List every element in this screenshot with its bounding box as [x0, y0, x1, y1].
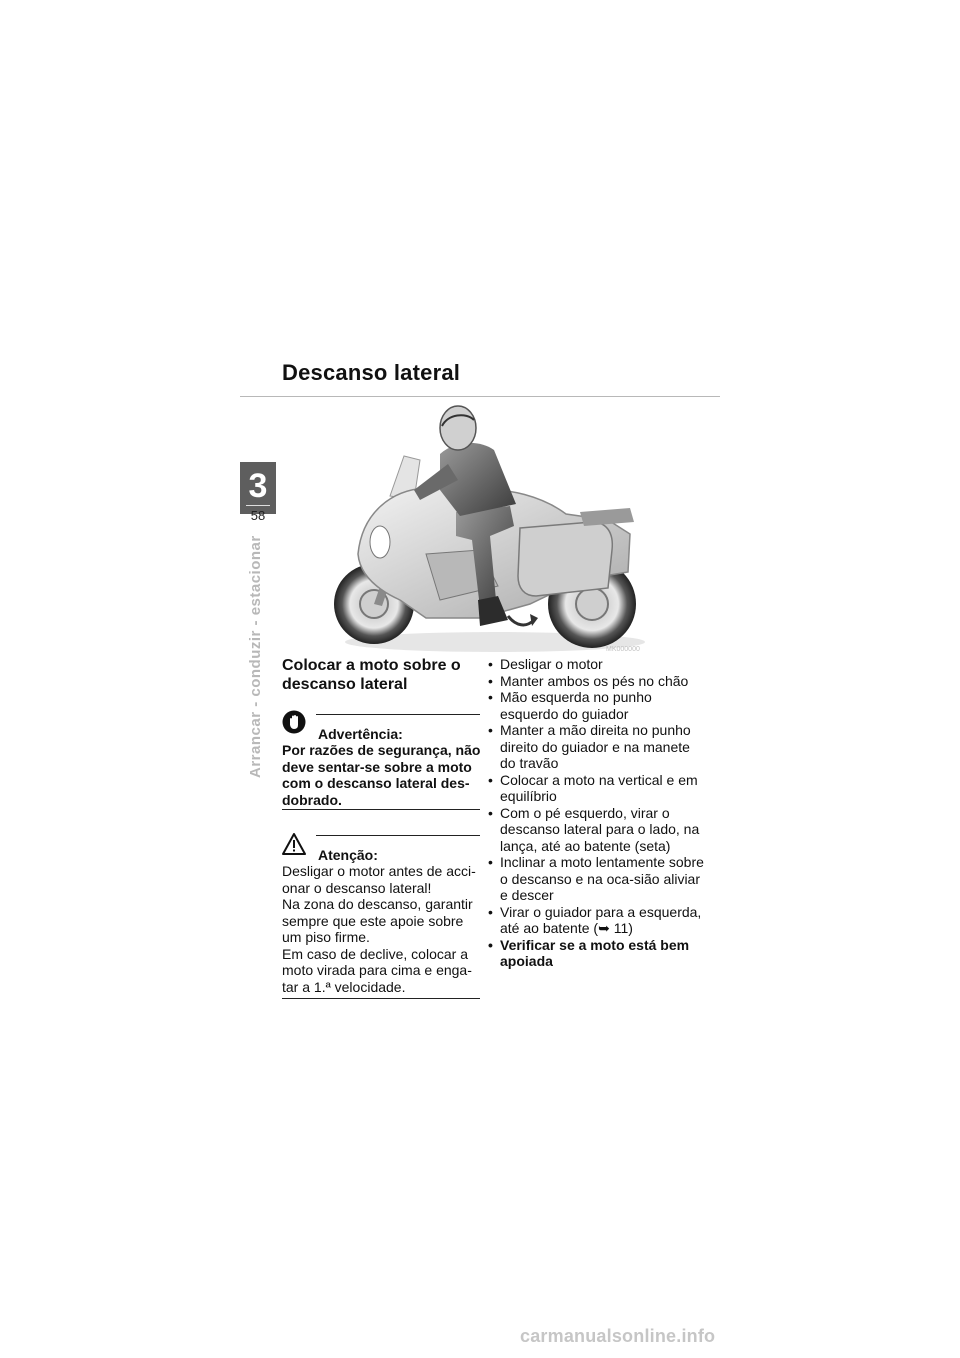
list-item: • Virar o guiador para a esquerda, até ao batente (➥ 11) — [488, 904, 708, 937]
caution-body — [282, 863, 482, 995]
warning-title: Advertência: — [318, 726, 403, 742]
list-item: • Verificar se a moto está bem apoiada — [488, 937, 708, 970]
section-heading: Colocar a moto sobre o descanso lateral — [282, 657, 461, 693]
list-item: • Desligar o motor — [488, 656, 708, 673]
warning-bottom-rule — [282, 809, 480, 810]
list-item: • Com o pé esquerdo, virar o descanso lateral para o lado, na lança, até ao batente (seta) — [488, 805, 708, 855]
caution-line: Desligar o motor antes de acci-onar o descanso lateral! — [282, 863, 476, 896]
chapter-separator — [246, 505, 270, 506]
stop-hand-icon — [282, 710, 306, 734]
chapter-number: 3 — [248, 467, 268, 505]
caution-bottom-rule — [282, 998, 480, 999]
watermark: carmanualsonline.info — [520, 1326, 716, 1346]
list-item: • Mão esquerda no punho esquerdo do guiador — [488, 689, 708, 722]
page-title: Descanso lateral — [282, 360, 461, 385]
caution-line: Na zona do descanso, garantir sempre que este apoie sobre um piso firme. — [282, 896, 473, 945]
helmet — [440, 406, 476, 450]
list-item: • Colocar a moto na vertical e em equilíbrio — [488, 772, 708, 805]
side-chapter-label: Arrancar - conduzir - estacionar — [247, 535, 264, 778]
caution-title: Atenção: — [318, 847, 378, 863]
side-label-container — [247, 535, 269, 778]
warning-top-rule — [316, 714, 480, 715]
caution-line: Em caso de declive, colocar a moto virada para cima e enga-tar a 1.ª velocidade. — [282, 945, 472, 995]
motorcycle-rider-illustration — [330, 404, 660, 656]
warning-text: Por razões de segurança, não deve sentar-se sobre a moto com o descanso lateral des-dobrado. — [282, 742, 481, 808]
list-item: • Manter a mão direita no punho direito do guiador e na manete do travão — [488, 722, 708, 772]
page-number: 58 — [250, 508, 266, 523]
list-item: • Inclinar a moto lentamente sobre o descanso e na oca-sião aliviar e descer — [488, 854, 708, 904]
exclamation-triangle-icon — [282, 832, 306, 856]
title-divider — [240, 396, 720, 397]
steps-list — [488, 656, 708, 970]
list-item: • Manter ambos os pés no chão — [488, 673, 708, 690]
figure-code: MK000000 — [606, 646, 640, 653]
caution-top-rule — [316, 835, 480, 836]
